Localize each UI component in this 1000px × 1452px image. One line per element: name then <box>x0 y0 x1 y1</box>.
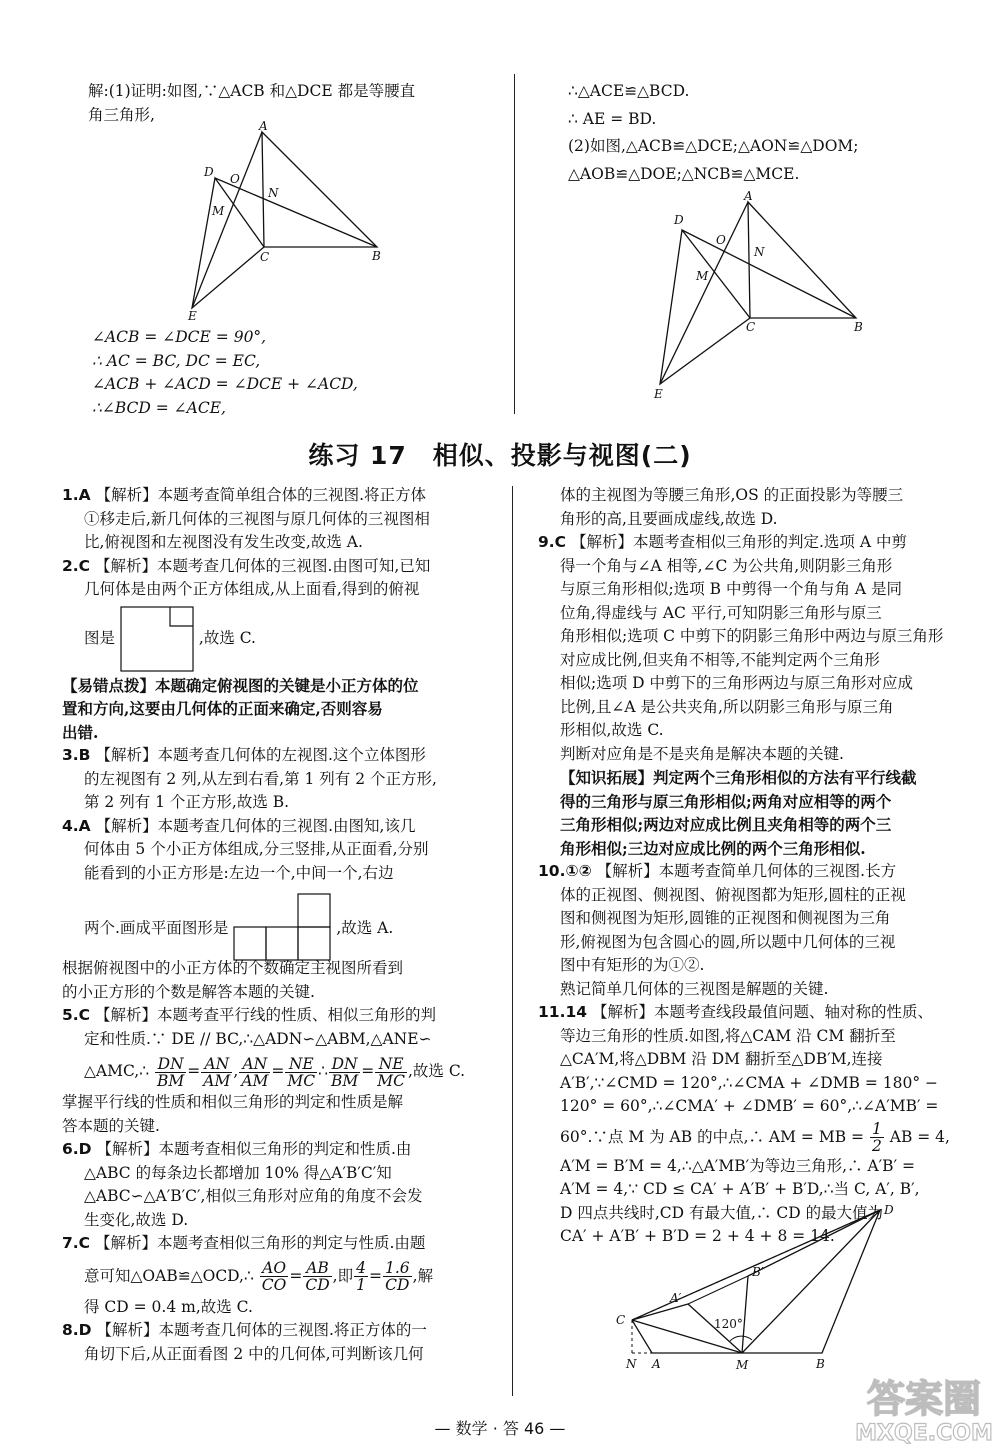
section-title: 练习 17 相似、投影与视图(二) <box>308 441 692 470</box>
text-line: ∴ AC = BC, DC = EC, <box>92 351 261 370</box>
question-2: 2.C 【解析】本题考查几何体的三视图.由图可知,已知 <box>62 556 431 575</box>
question-8: 8.D 【解析】本题考查几何体的三视图.将正方体的一 <box>62 1321 427 1339</box>
watermark-logo <box>854 1368 994 1446</box>
fraction: $\frac{AO}{CO}$ <box>261 1259 287 1294</box>
text-line: 相似;选项 D 中剪下的三角形两边与原三角形对应成 <box>560 674 914 692</box>
label-b: B <box>372 249 381 263</box>
text-line: 两个.画成平面图形是 ,故选 A. <box>62 885 507 957</box>
label-c: C <box>746 320 756 334</box>
label-a: A <box>652 1357 661 1371</box>
extension-note: 三角形相似;两边对应成比例且夹角相等的两个三 <box>560 815 892 834</box>
text-line: ∠ACB = ∠DCE = 90°, <box>92 328 267 346</box>
text-line: 几何体是由两个正方体组成,从上面看,得到的俯视 <box>84 580 420 598</box>
label-d: D <box>884 1203 894 1217</box>
text-line: 与原三角形相似;选项 B 中剪得一个角与角 A 是同 <box>560 580 903 598</box>
text-line: 位角,得虚线与 AC 平行,可知阴影三角形与原三 <box>560 603 882 622</box>
text-line: (2)如图,△ACB≌△DCE;△AON≌△DOM; <box>568 137 859 155</box>
label-m: M <box>736 1358 749 1372</box>
text-line: 60°.∵点 M 为 AB 的中点,∴ AM = MB = $\frac{1}{2}$ AB = 4, <box>560 1120 950 1155</box>
text-line: 定和性质.∵ DE // BC,∴△ADN∽△ABM,△ANE∽ <box>84 1029 432 1048</box>
label-n: N <box>754 245 765 259</box>
label-d: D <box>674 213 684 227</box>
angle-label: 120° <box>714 1317 743 1331</box>
text-line: 形相似,故选 C. <box>560 721 664 739</box>
tip-note: 判断对应角是不是夹角是解决本题的关键. <box>560 744 844 763</box>
fraction: $\frac{NE}{MC}$ <box>377 1054 405 1090</box>
label-d: D <box>204 165 214 179</box>
fraction: $\frac{1.6}{CD}$ <box>384 1259 410 1294</box>
error-note: 置和方向,这要由几何体的正面来确定,否则容易 <box>62 699 383 718</box>
text-line: 体的主视图为等腰三角形,OS 的正面投影为等腰三 <box>560 486 904 504</box>
top-column-divider <box>514 74 515 414</box>
text-line: △AOB≌△DOE;△NCB≌△MCE. <box>568 164 800 183</box>
text-line: 得 CD = 0.4 m,故选 C. <box>84 1297 253 1316</box>
bottom-column-divider <box>512 486 513 1396</box>
geometry-figure-1 <box>180 120 390 320</box>
page-footer: — 数学 · 答 46 — <box>434 1419 566 1438</box>
fraction: $\frac{NE}{MC}$ <box>287 1054 316 1090</box>
text-line: A′M = 4,∵ CD ≤ CA′ + A′B′ + B′D,∴当 C, A′, B′, <box>560 1180 920 1198</box>
text-line: ①移走后,新几何体的三视图与原几何体的三视图相 <box>84 509 430 528</box>
fraction: $\frac{AN}{AM}$ <box>241 1054 269 1090</box>
text-line: △CA′M,将△DBM 沿 DM 翻折至△DB′M,连接 <box>560 1050 883 1068</box>
top-view-figure <box>120 606 194 672</box>
fraction: $\frac{4}{1}$ <box>356 1259 366 1294</box>
label-a: A <box>259 120 268 133</box>
tip-note: 答本题的关键. <box>62 1116 160 1135</box>
text-line: 第 2 列有 1 个正方形,故选 B. <box>84 793 290 811</box>
geometry-figure-2 <box>646 188 872 404</box>
question-6: 6.D 【解析】本题考查相似三角形的判定和性质.由 <box>62 1140 412 1158</box>
extension-note: 得的三角形与原三角形相似;两角对应相等的两个 <box>560 791 892 811</box>
text-line: 等边三角形的性质.如图,将△CAM 沿 CM 翻折至 <box>560 1026 896 1045</box>
extension-note: 角形相似;三边对应成比例的两个三角形相似. <box>560 838 866 858</box>
question-10: 10.①② 【解析】本题考查简单几何体的三视图.长方 <box>538 862 897 880</box>
text-line: CA′ + A′B′ + B′D = 2 + 4 + 8 = 14. <box>560 1227 835 1245</box>
label-m: M <box>212 204 225 218</box>
text-line: A′M = B′M = 4,∴△A′MB′为等边三角形,∴ A′B′ = <box>560 1156 916 1175</box>
text-line: 比例,且∠A 是公共夹角,所以阴影三角形与原三角 <box>560 697 894 716</box>
text-line: △ABC∽△A′B′C′,相似三角形对应角的角度不会发 <box>84 1187 423 1205</box>
svg-text:MXQE.COM: MXQE.COM <box>855 1421 993 1446</box>
top-left-steps <box>92 326 512 420</box>
question-7: 7.C 【解析】本题考查相似三角形的判定与性质.由题 <box>62 1234 426 1252</box>
label-b-prime: B′ <box>752 1265 764 1279</box>
text-line: 得一个角与∠A 相等,∠C 为公共角,则阴影三角形 <box>560 556 893 575</box>
text-line: 对应成比例,但夹角不相等,不能判定两个三角形 <box>560 650 880 669</box>
tip-note: 的小正方形的个数是解答本题的关键. <box>62 982 315 1001</box>
text-line: 意可知△OAB≌△OCD,∴ $\frac{AO}{CO}$ = $\frac{AB}{CD}$ ,即 $\frac{4}{1}$ = $\frac{1.6}{CD}$ ,解 <box>84 1259 434 1294</box>
label-a: A <box>744 189 753 203</box>
question-5: 5.C 【解析】本题考查平行线的性质、相似三角形的判 <box>62 1006 437 1024</box>
label-m: M <box>696 269 709 283</box>
label-b: B <box>854 320 863 334</box>
text-line: ∠ACB + ∠ACD = ∠DCE + ∠ACD, <box>92 375 358 393</box>
text-line: 角形的高,且要画成虚线,故选 D. <box>560 509 778 528</box>
tip-note: 熟记简单几何体的三视图是解题的关键. <box>560 979 829 998</box>
label-e: E <box>188 309 197 320</box>
text-line: ∴∠BCD = ∠ACE, <box>92 398 226 417</box>
label-o: O <box>716 233 726 247</box>
text-line: A′B′,∵∠CMD = 120°,∴∠CMA + ∠DMB = 180° − <box>560 1073 939 1092</box>
label-o: O <box>230 172 240 186</box>
label-n: N <box>626 1357 637 1371</box>
text-line: 比,俯视图和左视图没有发生改变,故选 A. <box>84 533 363 551</box>
text-line: 的左视图有 2 列,从左到右看,第 1 列有 2 个正方形, <box>84 769 437 788</box>
label-a-prime: A′ <box>670 1291 682 1305</box>
right-column <box>538 484 978 1249</box>
fraction: $\frac{AB}{CD}$ <box>305 1259 330 1294</box>
top-right-solution <box>568 80 988 186</box>
text-line: 体的正视图、侧视图、俯视图都为矩形,圆柱的正视 <box>560 885 906 904</box>
question-4: 4.A 【解析】本题考查几何体的三视图.由图知,该几 <box>62 816 416 835</box>
text-line: 何体由 5 个小正方体组成,分三竖排,从正面看,分别 <box>84 840 429 858</box>
fraction: $\frac{DN}{BM}$ <box>157 1054 185 1090</box>
text-line: 图是 ,故选 C. <box>62 602 507 674</box>
tip-note: 掌握平行线的性质和相似三角形的判定和性质是解 <box>62 1093 404 1111</box>
text-line: D 四点共线时,CD 有最大值,∴ CD 的最大值为 <box>560 1203 884 1222</box>
text-line: 解:(1)证明:如图,∵△ACB 和△DCE 都是等腰直 <box>88 82 416 100</box>
fraction: $\frac{AN}{AM}$ <box>203 1054 231 1090</box>
text-line: 角形相似;选项 C 中剪下的阴影三角形中两边与原三角形 <box>560 627 944 645</box>
label-b: B <box>816 1357 825 1371</box>
fraction: $\frac{1}{2}$ <box>871 1120 882 1155</box>
tip-note: 根据俯视图中的小正方体的个数确定主视图所看到 <box>62 959 404 977</box>
text-line: 角三角形, <box>88 105 155 124</box>
label-c: C <box>260 250 270 264</box>
error-note: 【易错点拨】本题确定俯视图的关键是小正方体的位 <box>62 675 419 695</box>
geometry-figure-11 <box>612 1200 902 1372</box>
text-line: 形,俯视图为包含圆心的圆,所以题中几何体的三视 <box>560 932 896 951</box>
text-line: 图和侧视图为矩形,圆锥的正视图和侧视图为三角 <box>560 909 891 927</box>
fraction: $\frac{DN}{BM}$ <box>331 1054 359 1090</box>
text-line: 角切下后,从正面看图 2 中的几何体,可判断该几何 <box>84 1344 424 1363</box>
text-line: 图中有矩形的为①②. <box>560 956 705 974</box>
question-3: 3.B 【解析】本题考查几何体的左视图.这个立体图形 <box>62 746 426 764</box>
front-view-figure <box>233 893 331 961</box>
text-line: 120° = 60°,∴∠CMA′ + ∠DMB′ = 60°,∴∠A′MB′ = <box>560 1097 939 1115</box>
label-e: E <box>654 387 663 401</box>
text-line: 生变化,故选 D. <box>84 1210 189 1229</box>
text-line: △AMC,∴ $\frac{DN}{BM}$ = $\frac{AN}{AM}$ , $\frac{AN}{AM}$ = $\frac{NE}{MC}$ ∴ $\frac{DN}{BM}$ = $\frac{NE}{MC}$ ,故选 C. <box>84 1054 466 1090</box>
label-n: N <box>268 186 279 200</box>
text-line: ∴ AE = BD. <box>568 109 657 128</box>
label-c: C <box>616 1313 626 1327</box>
question-11: 11.14 【解析】本题考查线段最值问题、轴对称的性质、 <box>538 1003 933 1021</box>
text-line: △ABC 的每条边长都增加 10% 得△A′B′C′知 <box>84 1163 392 1182</box>
question-1: 1.A 【解析】本题考查简单组合体的三视图.将正方体 <box>62 486 427 504</box>
text-line: 能看到的小正方形是:左边一个,中间一个,右边 <box>84 863 394 882</box>
text-line: ∴△ACE≌△BCD. <box>568 82 690 100</box>
error-note: 出错. <box>62 722 99 742</box>
svg-text:答案圈: 答案圈 <box>866 1377 982 1421</box>
extension-note: 【知识拓展】判定两个三角形相似的方法有平行线截 <box>560 768 917 787</box>
left-column <box>62 484 507 1366</box>
question-9: 9.C 【解析】本题考查相似三角形的判定.选项 A 中剪 <box>538 533 907 551</box>
